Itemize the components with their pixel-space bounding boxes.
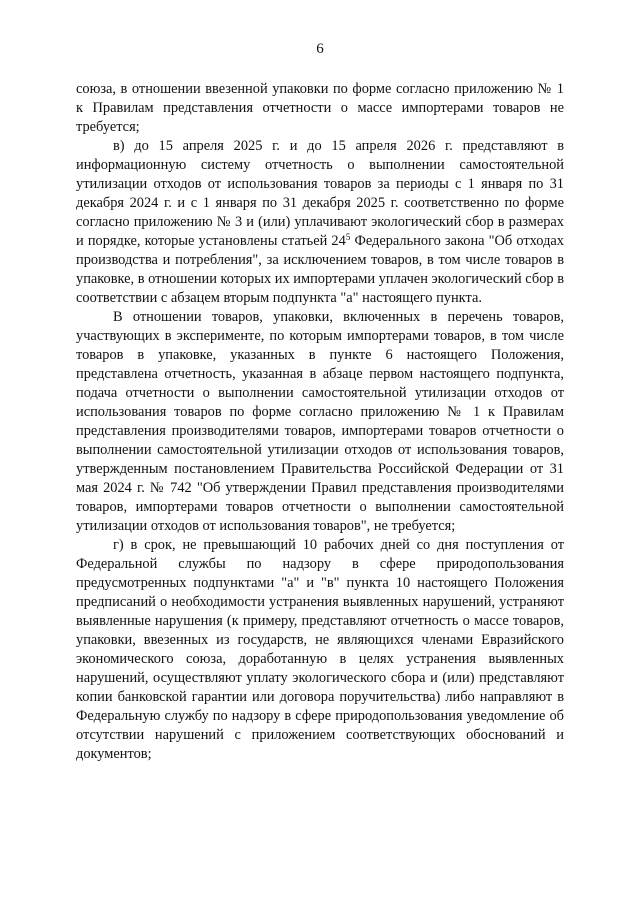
paragraph-exemption: В отношении товаров, упаковки, включенных в перечень товаров, участвующих в эксперименте, по которым импортерами товаров, в том числе товаров в упаковке, указанных в пункте 6 настоящего Положения, представлена отчетность, указанная в абзаце первом настоящего подпункта, подача отчетности о выполнении самостоятельной утилизации отходов от использования товаров по форме согласно приложению № 1 к Правилам представления производителями товаров, импортерами товаров отчетности о выполнении самостоятельной утилизации отходов от использования товаров, утвержденным постановлением Правительства Российской Федерации от 31 мая 2024 г. № 742 "Об утверждении Правил представления производителями товаров, импортерами товаров отчетности о выполнении самостоятельной утилизации отходов от использования товаров", не требуется; xyxy=(76,309,564,534)
paragraph-continuation: союза, в отношении ввезенной упаковки по форме согласно приложению № 1 к Правилам представления отчетности о массе импортерами товаров не требуется; xyxy=(76,81,564,135)
page-number: 6 xyxy=(316,41,324,57)
document-body xyxy=(76,80,564,764)
paragraph-subitem-v-text-end: Федерального закона "Об отходах производства и потребления", за исключением товаров, в том числе товаров в упаковке, в отношении которых их импортерами уплачен экологический сбор в соответствии с абзацем вторым подпункта "а" настоящего пункта. xyxy=(76,233,564,306)
paragraph-subitem-v xyxy=(76,137,564,308)
paragraph-subitem-g: г) в срок, не превышающий 10 рабочих дней со дня поступления от Федеральной службы по надзору в сфере природопользования предусмотренных подпунктами "а" и "в" пункта 10 настоящего Положения предписаний о необходимости устранения выявленных нарушений, устраняют выявленные нарушения (к примеру, представляют отчетность о массе товаров, упаковки, ввезенных из государств, не являющихся членами Евразийского экономического союза, доработанную в целях устранения выявленных нарушений, осуществляют уплату экологического сбора и (или) представляют копии банковской гарантии или договора поручительства) либо направляют в Федеральную службу по надзору в сфере природопользования уведомление об отсутствии нарушений с приложением соответствующих обоснований и документов; xyxy=(76,537,564,762)
article-superscript: 5 xyxy=(345,232,351,242)
paragraph-subitem-v-text-start: в) до 15 апреля 2025 г. и до 15 апреля 2026 г. представляют в информационную систему отчетность о выполнении самостоятельной утилизации отходов от использования товаров за периоды с 1 января по 31 декабря 2024 г. и с 1 января по 31 декабря 2025 г. соответственно по форме согласно приложению № 3 и (или) уплачивают экологический сбор в размерах и порядке, которые установлены статьей 24 xyxy=(76,138,564,249)
